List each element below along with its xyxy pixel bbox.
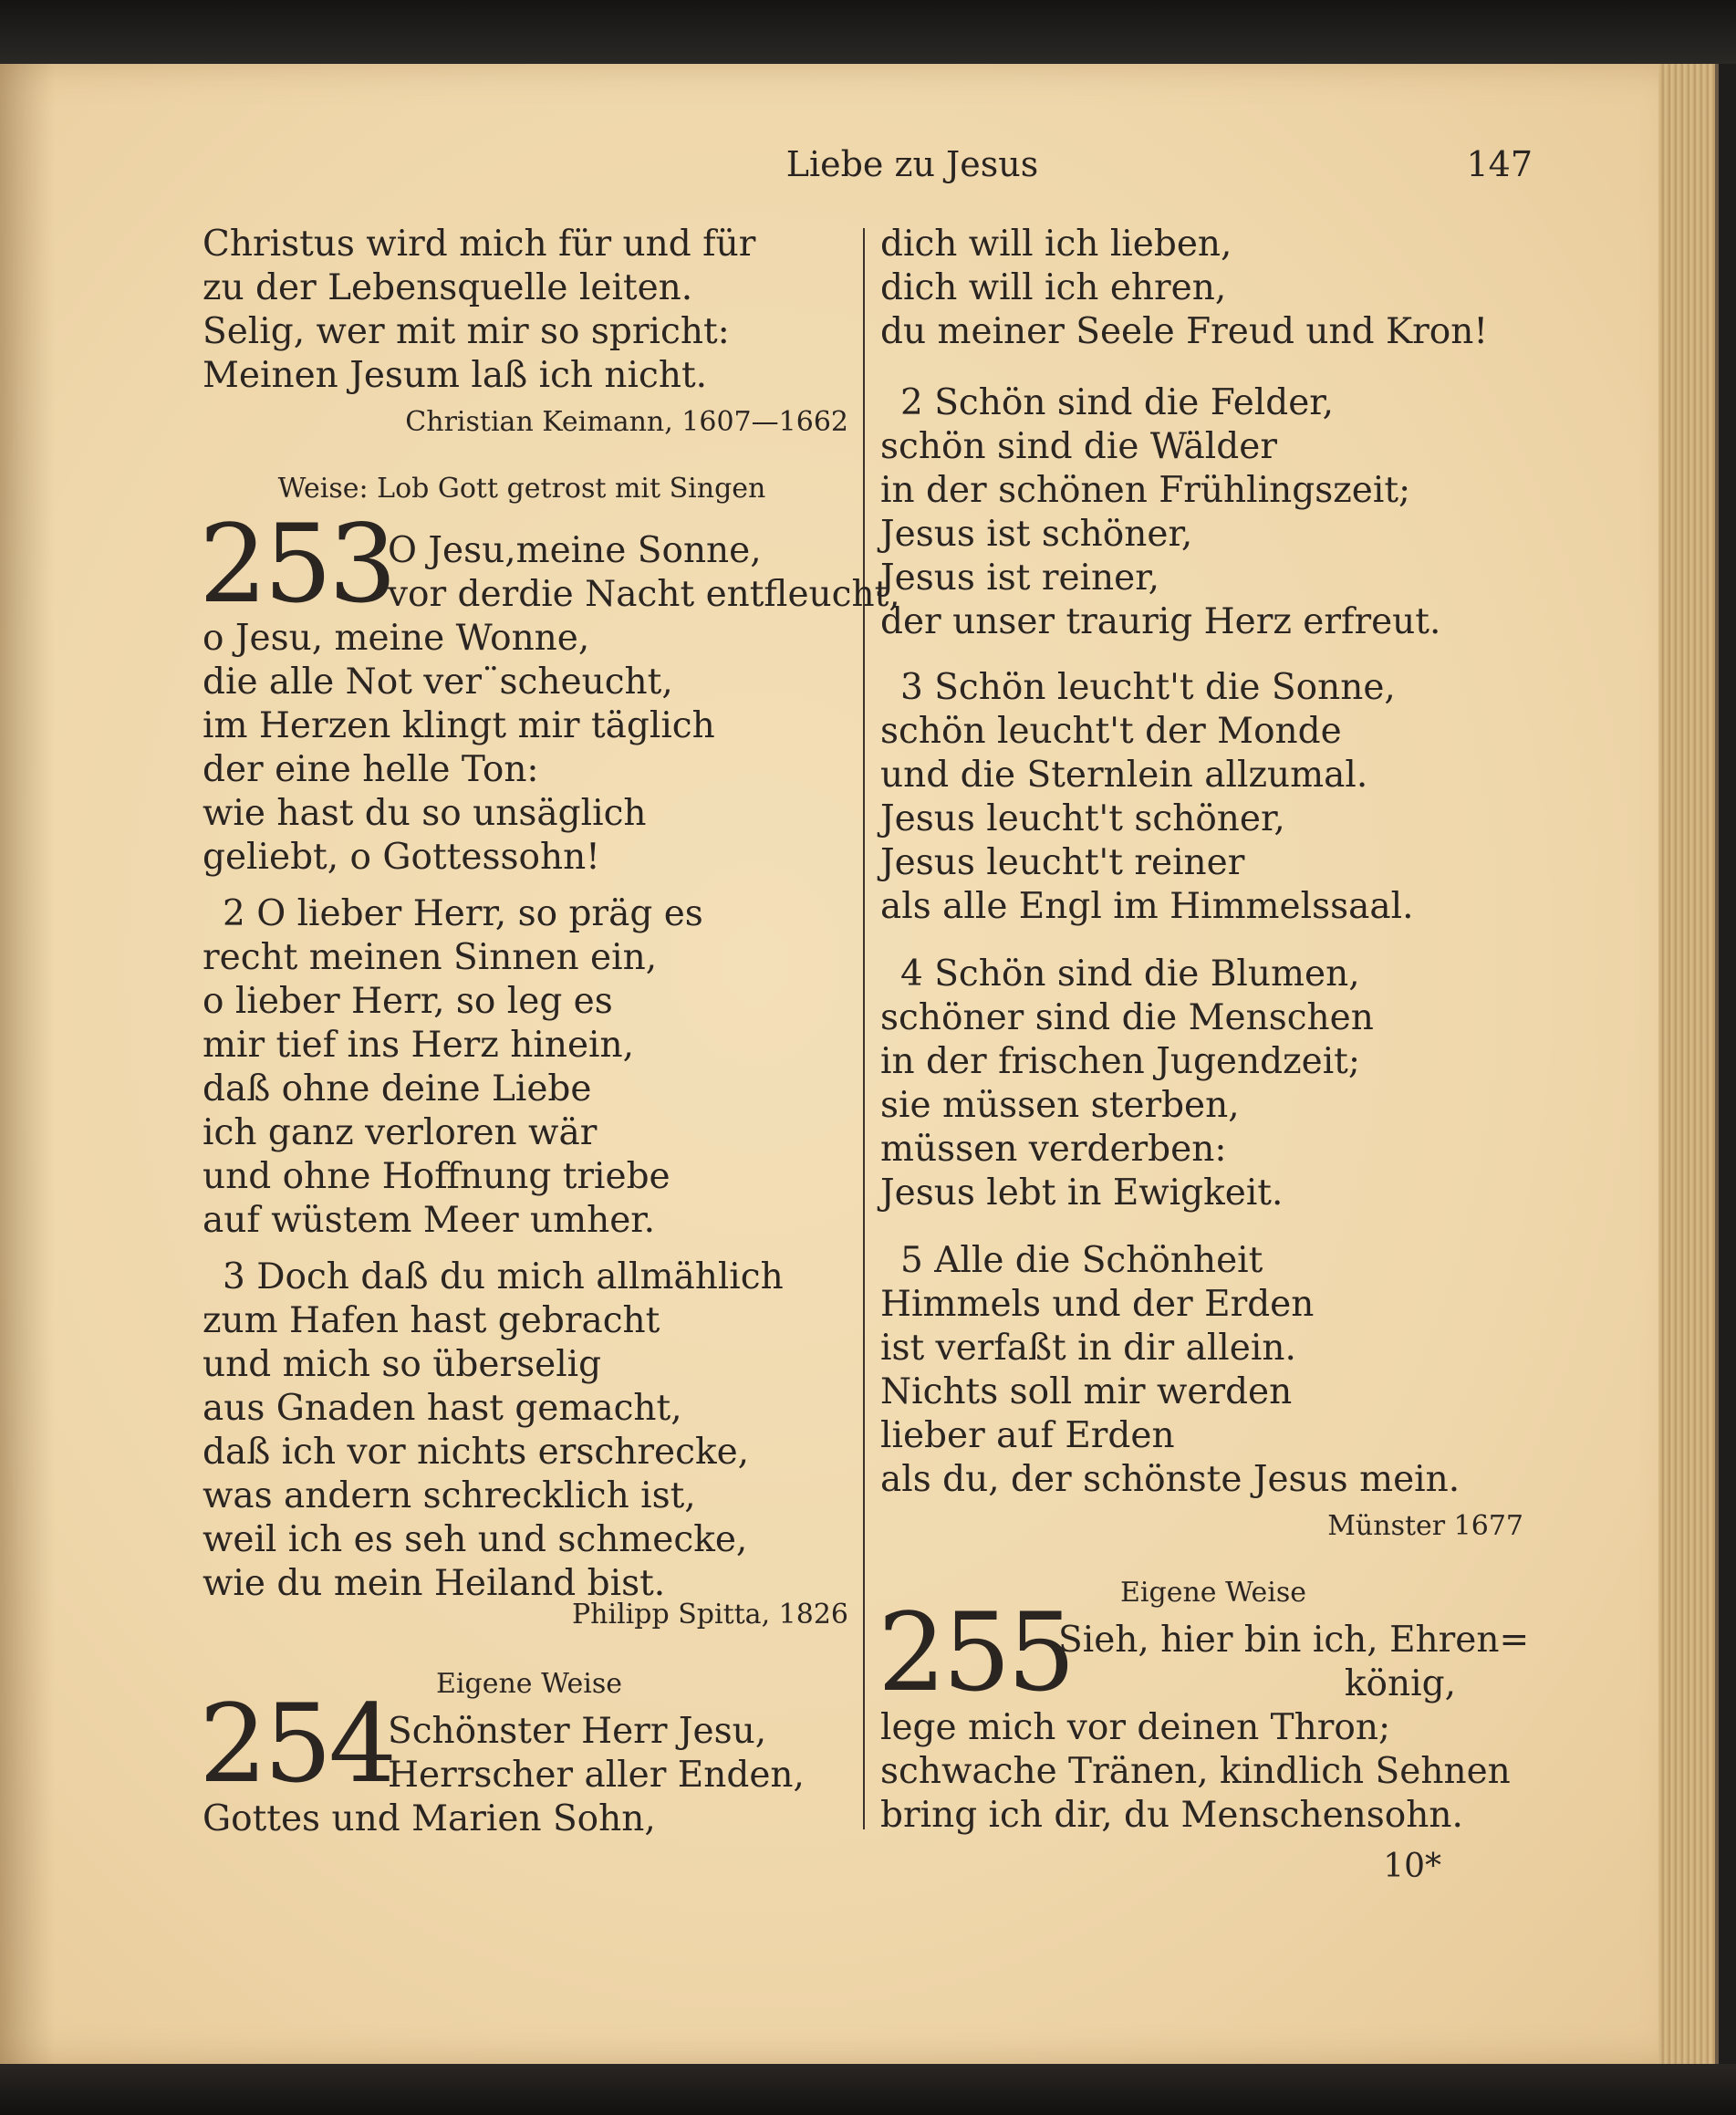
author-credit: Münster 1677 xyxy=(1327,1510,1523,1542)
text-line: geliebt, o Gottessohn! xyxy=(203,837,600,878)
text-line: lege mich vor deinen Thron; xyxy=(880,1707,1391,1748)
page-edges xyxy=(1658,64,1719,2064)
text-line: die alle Not ver¨scheucht, xyxy=(203,662,673,703)
hymn-verse xyxy=(203,1255,784,1606)
text-line: du meiner Seele Freud und Kron! xyxy=(880,311,1488,352)
text-line: daß ohne deine Liebe xyxy=(203,1068,592,1110)
text-line: Jesus ist schöner, xyxy=(880,514,1193,555)
scan-top-border xyxy=(0,0,1736,64)
text-line: daß ich vor nichts erschrecke, xyxy=(203,1432,750,1473)
text-line: recht meinen Sinnen ein, xyxy=(203,937,658,978)
text-line: Schönster Herr Jesu, xyxy=(388,1711,767,1752)
text-line: aus Gnaden hast gemacht, xyxy=(203,1388,682,1429)
text-line: ist verfaßt in dir allein. xyxy=(880,1328,1296,1369)
text-line: Himmels und der Erden xyxy=(880,1284,1315,1325)
text-line: ich ganz verloren wär xyxy=(203,1112,598,1153)
tune-heading: Weise: Lob Gott getrost mit Singen xyxy=(277,473,766,505)
text-line: vor derdie Nacht entfleucht, xyxy=(388,574,900,615)
text-line: dich will ich lieben, xyxy=(880,224,1232,265)
hymn-number: 255 xyxy=(878,1589,1073,1715)
text-line: als alle Engl im Himmelssaal. xyxy=(880,886,1414,927)
text-line: schöner sind die Menschen xyxy=(880,997,1374,1038)
text-line: in der frischen Jugendzeit; xyxy=(880,1041,1360,1082)
text-line: wie du mein Heiland bist. xyxy=(203,1563,666,1604)
text-line: Gottes und Marien Sohn, xyxy=(203,1798,656,1839)
text-line: und die Sternlein allzumal. xyxy=(880,755,1368,796)
hymn-number: 253 xyxy=(199,501,394,627)
text-line: Jesus leucht't schöner, xyxy=(880,798,1285,839)
text-line: könig, xyxy=(1344,1663,1456,1704)
running-header-title: Liebe zu Jesus xyxy=(785,144,1039,184)
text-line: Jesus leucht't reiner xyxy=(880,842,1245,883)
hymn-verse xyxy=(203,1797,656,1841)
text-line: weil ich es seh und schmecke, xyxy=(203,1519,748,1560)
hymn-verse xyxy=(880,953,1374,1215)
hymn-first-lines xyxy=(388,1710,805,1797)
text-line: was andern schrecklich ist, xyxy=(203,1475,696,1516)
author-credit: Christian Keimann, 1607—1662 xyxy=(405,406,848,438)
text-line: in der schönen Frühlingszeit; xyxy=(880,470,1411,511)
text-line: dich will ich ehren, xyxy=(880,267,1227,308)
hymn-verse xyxy=(880,1706,1511,1838)
text-line: 3 Schön leucht't die Sonne, xyxy=(900,667,1396,708)
hymn-verse xyxy=(880,1239,1460,1502)
text-line: 3 Doch daß du mich allmählich xyxy=(223,1256,784,1297)
hymn-first-lines xyxy=(1058,1619,1529,1706)
text-line: bring ich dir, du Menschensohn. xyxy=(880,1795,1463,1836)
text-line: schwache Tränen, kindlich Sehnen xyxy=(880,1751,1511,1792)
tune-heading: Eigene Weise xyxy=(1120,1577,1306,1609)
text-line: schön leucht't der Monde xyxy=(880,711,1342,752)
text-line: sie müssen sterben, xyxy=(880,1085,1240,1126)
text-line: 5 Alle die Schönheit xyxy=(900,1240,1263,1281)
text-line: müssen verderben: xyxy=(880,1129,1227,1170)
hymn-verse xyxy=(880,223,1488,354)
text-line: als du, der schönste Jesus mein. xyxy=(880,1459,1461,1500)
text-line: mir tief ins Herz hinein, xyxy=(203,1025,635,1066)
text-line: zum Hafen hast gebracht xyxy=(203,1300,660,1341)
text-line: wie hast du so unsäglich xyxy=(203,793,647,834)
text-line: o Jesu, meine Wonne, xyxy=(203,618,590,659)
text-line: Jesus lebt in Ewigkeit. xyxy=(880,1172,1284,1214)
hymn-first-lines xyxy=(388,529,900,617)
text-line: und mich so überselig xyxy=(203,1344,602,1385)
text-line: und ohne Hoffnung triebe xyxy=(203,1156,670,1197)
hymn-verse xyxy=(880,381,1440,644)
hymn-verse xyxy=(880,666,1414,929)
text-line: im Herzen klingt mir täglich xyxy=(203,705,715,746)
hymn-number: 254 xyxy=(199,1681,394,1807)
text-line: Christus wird mich für und für xyxy=(203,224,756,265)
text-line: 4 Schön sind die Blumen, xyxy=(900,953,1360,995)
printer-signature-mark: 10* xyxy=(1383,1848,1441,1885)
text-line: der eine helle Ton: xyxy=(203,749,539,790)
scan-bottom-border xyxy=(0,2064,1736,2115)
page-number: 147 xyxy=(1466,144,1533,184)
text-line: Herrscher aller Enden, xyxy=(388,1755,805,1796)
text-line: Sieh, hier bin ich, Ehren= xyxy=(1058,1620,1530,1661)
text-line: lieber auf Erden xyxy=(880,1415,1175,1456)
page-gutter-shadow xyxy=(0,64,55,2064)
text-line: O Jesu,meine Sonne, xyxy=(388,530,762,571)
text-line: Jesus ist reiner, xyxy=(880,557,1159,599)
text-line: der unser traurig Herz erfreut. xyxy=(880,601,1441,642)
text-line: schön sind die Wälder xyxy=(880,426,1277,467)
text-line: o lieber Herr, so leg es xyxy=(203,981,613,1022)
text-line: 2 Schön sind die Felder, xyxy=(900,382,1335,423)
text-line: Selig, wer mit mir so spricht: xyxy=(203,311,730,352)
previous-hymn-ending xyxy=(203,223,755,398)
column-divider xyxy=(863,228,865,1829)
text-line: Nichts soll mir werden xyxy=(880,1371,1293,1412)
hymn-verse xyxy=(203,892,703,1243)
tune-heading: Eigene Weise xyxy=(436,1668,622,1700)
text-line: zu der Lebensquelle leiten. xyxy=(203,267,693,308)
text-line: auf wüstem Meer umher. xyxy=(203,1200,656,1241)
text-line: Meinen Jesum laß ich nicht. xyxy=(203,355,708,396)
author-credit: Philipp Spitta, 1826 xyxy=(571,1599,848,1631)
text-line: 2 O lieber Herr, so präg es xyxy=(223,893,703,934)
hymn-verse xyxy=(203,617,715,880)
